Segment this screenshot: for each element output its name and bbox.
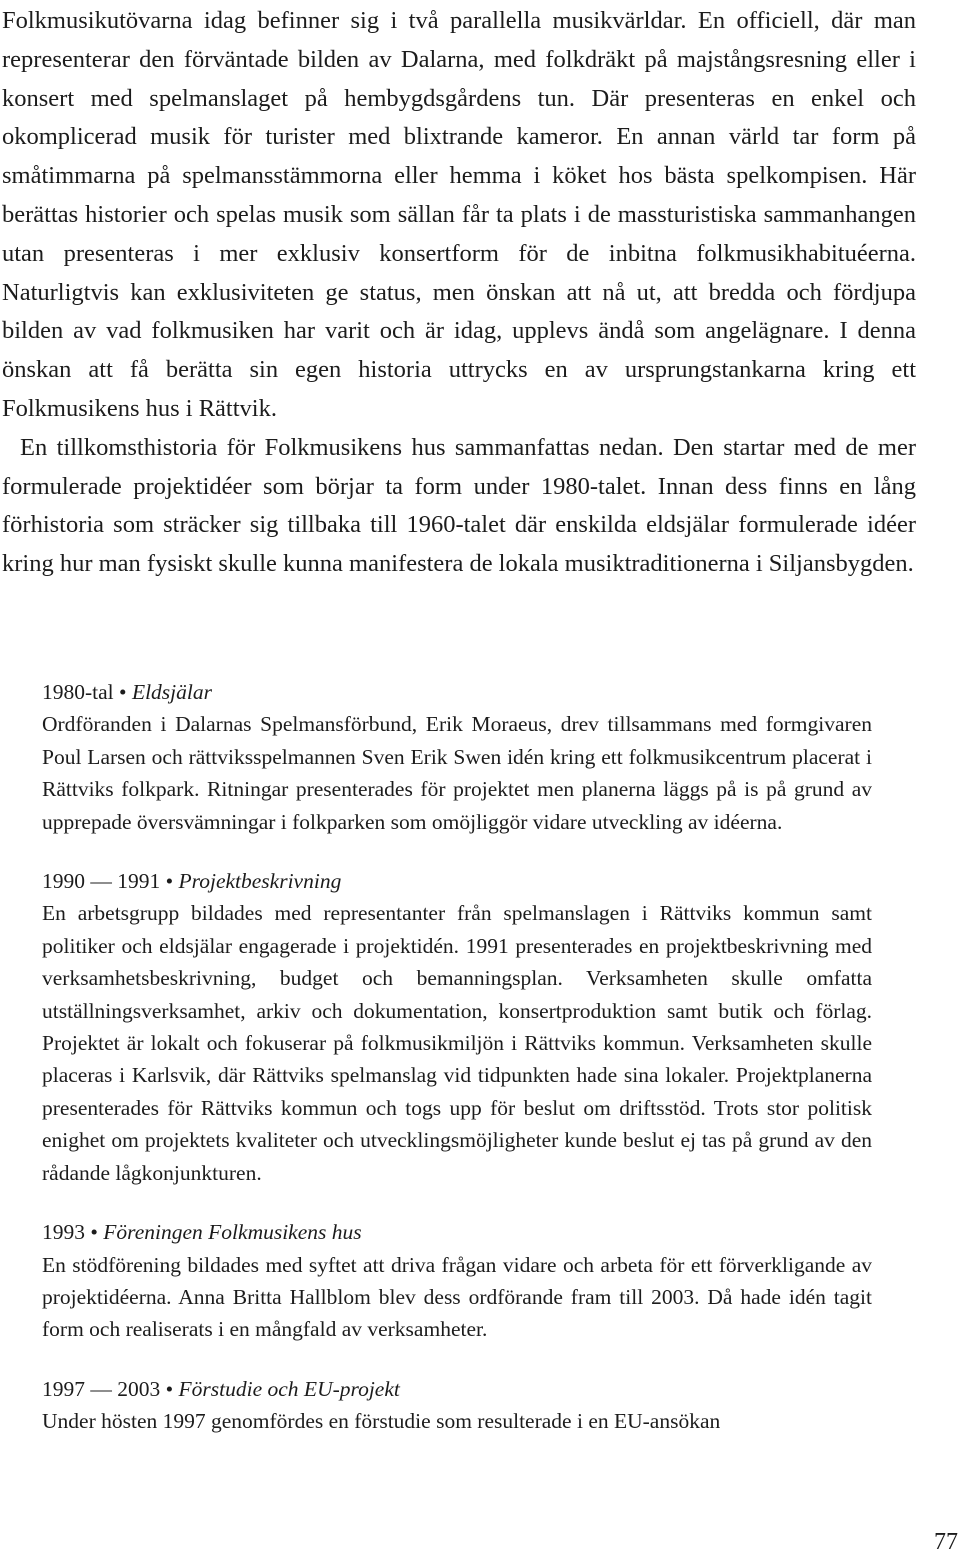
intro-paragraph-2: En tillkomsthistoria för Folkmusikens hus sammanfattas nedan. Den startar med de mer formulerade projektidéer som börjar ta form under 1980-talet. Innan dess finns en lång förhistoria som sträcker sig tillbaka till 1960-talet där enskilda eldsjälar formulerade idéer kring hur man fysiskt skulle kunna manifestera de lokala musiktraditionerna i Siljansbygden. xyxy=(2,433,916,578)
bullet-separator: • xyxy=(165,869,174,894)
page-number: 77 xyxy=(934,1529,958,1555)
intro-text xyxy=(2,2,916,584)
entry-heading xyxy=(42,1373,872,1405)
entry-period: 1993 xyxy=(42,1220,85,1245)
timeline-entry-1980s xyxy=(42,676,872,838)
entry-title: Projektbeskrivning xyxy=(178,869,342,894)
timeline-entry-1993 xyxy=(42,1216,872,1346)
bullet-separator: • xyxy=(90,1220,98,1245)
entry-heading xyxy=(42,676,872,708)
entry-body: Ordföranden i Dalarnas Spelmansförbund, Erik Moraeus, drev tillsammans med formgivaren Poul Larsen och rättviksspelmannen Sven Erik Swen idén kring ett folkmusikcentrum placerat i Rättviks folkpark. Ritningar presenterades för projektet men planerna läggs på is på grund av upprepade översvämningar i folkparken som omöjliggör vidare utveckling av idéerna. xyxy=(42,712,872,834)
entry-title: Föreningen Folkmusikens hus xyxy=(103,1220,362,1245)
entry-title: Förstudie och EU-projekt xyxy=(178,1376,400,1401)
bullet-separator: • xyxy=(165,1376,174,1401)
entry-heading xyxy=(42,1216,872,1248)
entry-body: En stödförening bildades med syftet att driva frågan vidare och arbeta för ett förverkligande av projektidéerna. Anna Britta Hallblom blev dess ordförande fram till 2003. Då hade idén tagit form och realiserats i en mångfald av verksamheter. xyxy=(42,1252,872,1342)
intro-paragraph-1: Folkmusikutövarna idag befinner sig i två parallella musikvärldar. En officiell, där man representerar den förväntade bilden av Dalarna, med folkdräkt på majstångsresning eller i konsert med spelmanslaget på hembygdsgårdens tun. Där presenteras en enkel och okomplicerad musik för turister med blixtrande kameror. En annan värld tar form på småtimmarna på spelmansstämmorna eller hemma i köket hos bästa spelkompisen. Här berättas historier och spelas musik som sällan får ta plats i de massturistiska sammanhangen utan presenteras i mer exklusiv konsertform för de inbitna folkmusikhabituéerna. Naturligtvis kan exklusiviteten ge status, men önskan att nå ut, att bredda och fördjupa bilden av vad folkmusiken har varit och är idag, upplevs ändå som angelägnare. I denna önskan att få berätta sin egen historia uttrycks en av ursprungstankarna kring ett Folkmusikens hus i Rättvik. xyxy=(2,7,916,422)
entry-period: 1990 — 1991 xyxy=(42,869,161,894)
timeline xyxy=(42,676,872,1438)
entry-title: Eldsjälar xyxy=(131,680,212,704)
timeline-entry-1990-1991 xyxy=(42,865,872,1189)
entry-period: 1997 — 2003 xyxy=(42,1376,161,1401)
entry-body: En arbetsgrupp bildades med representanter från spelmanslagen i Rättviks kommun samt politiker och eldsjälar engagerade i projektidén. 1991 presenterades en projektbeskrivning med verksamhetsbeskrivning, budget och bemanningsplan. Verksamheten skulle omfatta utställningsverksamhet, arkiv och dokumentation, konsertproduktion samt butik och förlag. Projektet är lokalt och fokuserar på folkmusikmiljön i Rättviks kommun. Verksamheten skulle placeras i Karlsvik, där Rättviks spelmanslag vid tidpunkten hade sina lokaler. Projektplanerna presenterades för Rättviks kommun och togs upp för beslut om driftsstöd. Trots stor politisk enighet om projektets kvaliteter och utvecklingsmöjligheter kunde beslut ej tas på grund av den rådande lågkonjunkturen. xyxy=(42,901,872,1185)
timeline-entry-1997-2003 xyxy=(42,1373,872,1438)
entry-heading xyxy=(42,865,872,897)
bullet-separator: • xyxy=(119,680,127,704)
entry-period: 1980-tal xyxy=(42,680,114,704)
entry-body: Under hösten 1997 genomfördes en förstudie som resulterade i en EU-ansökan xyxy=(42,1409,721,1434)
